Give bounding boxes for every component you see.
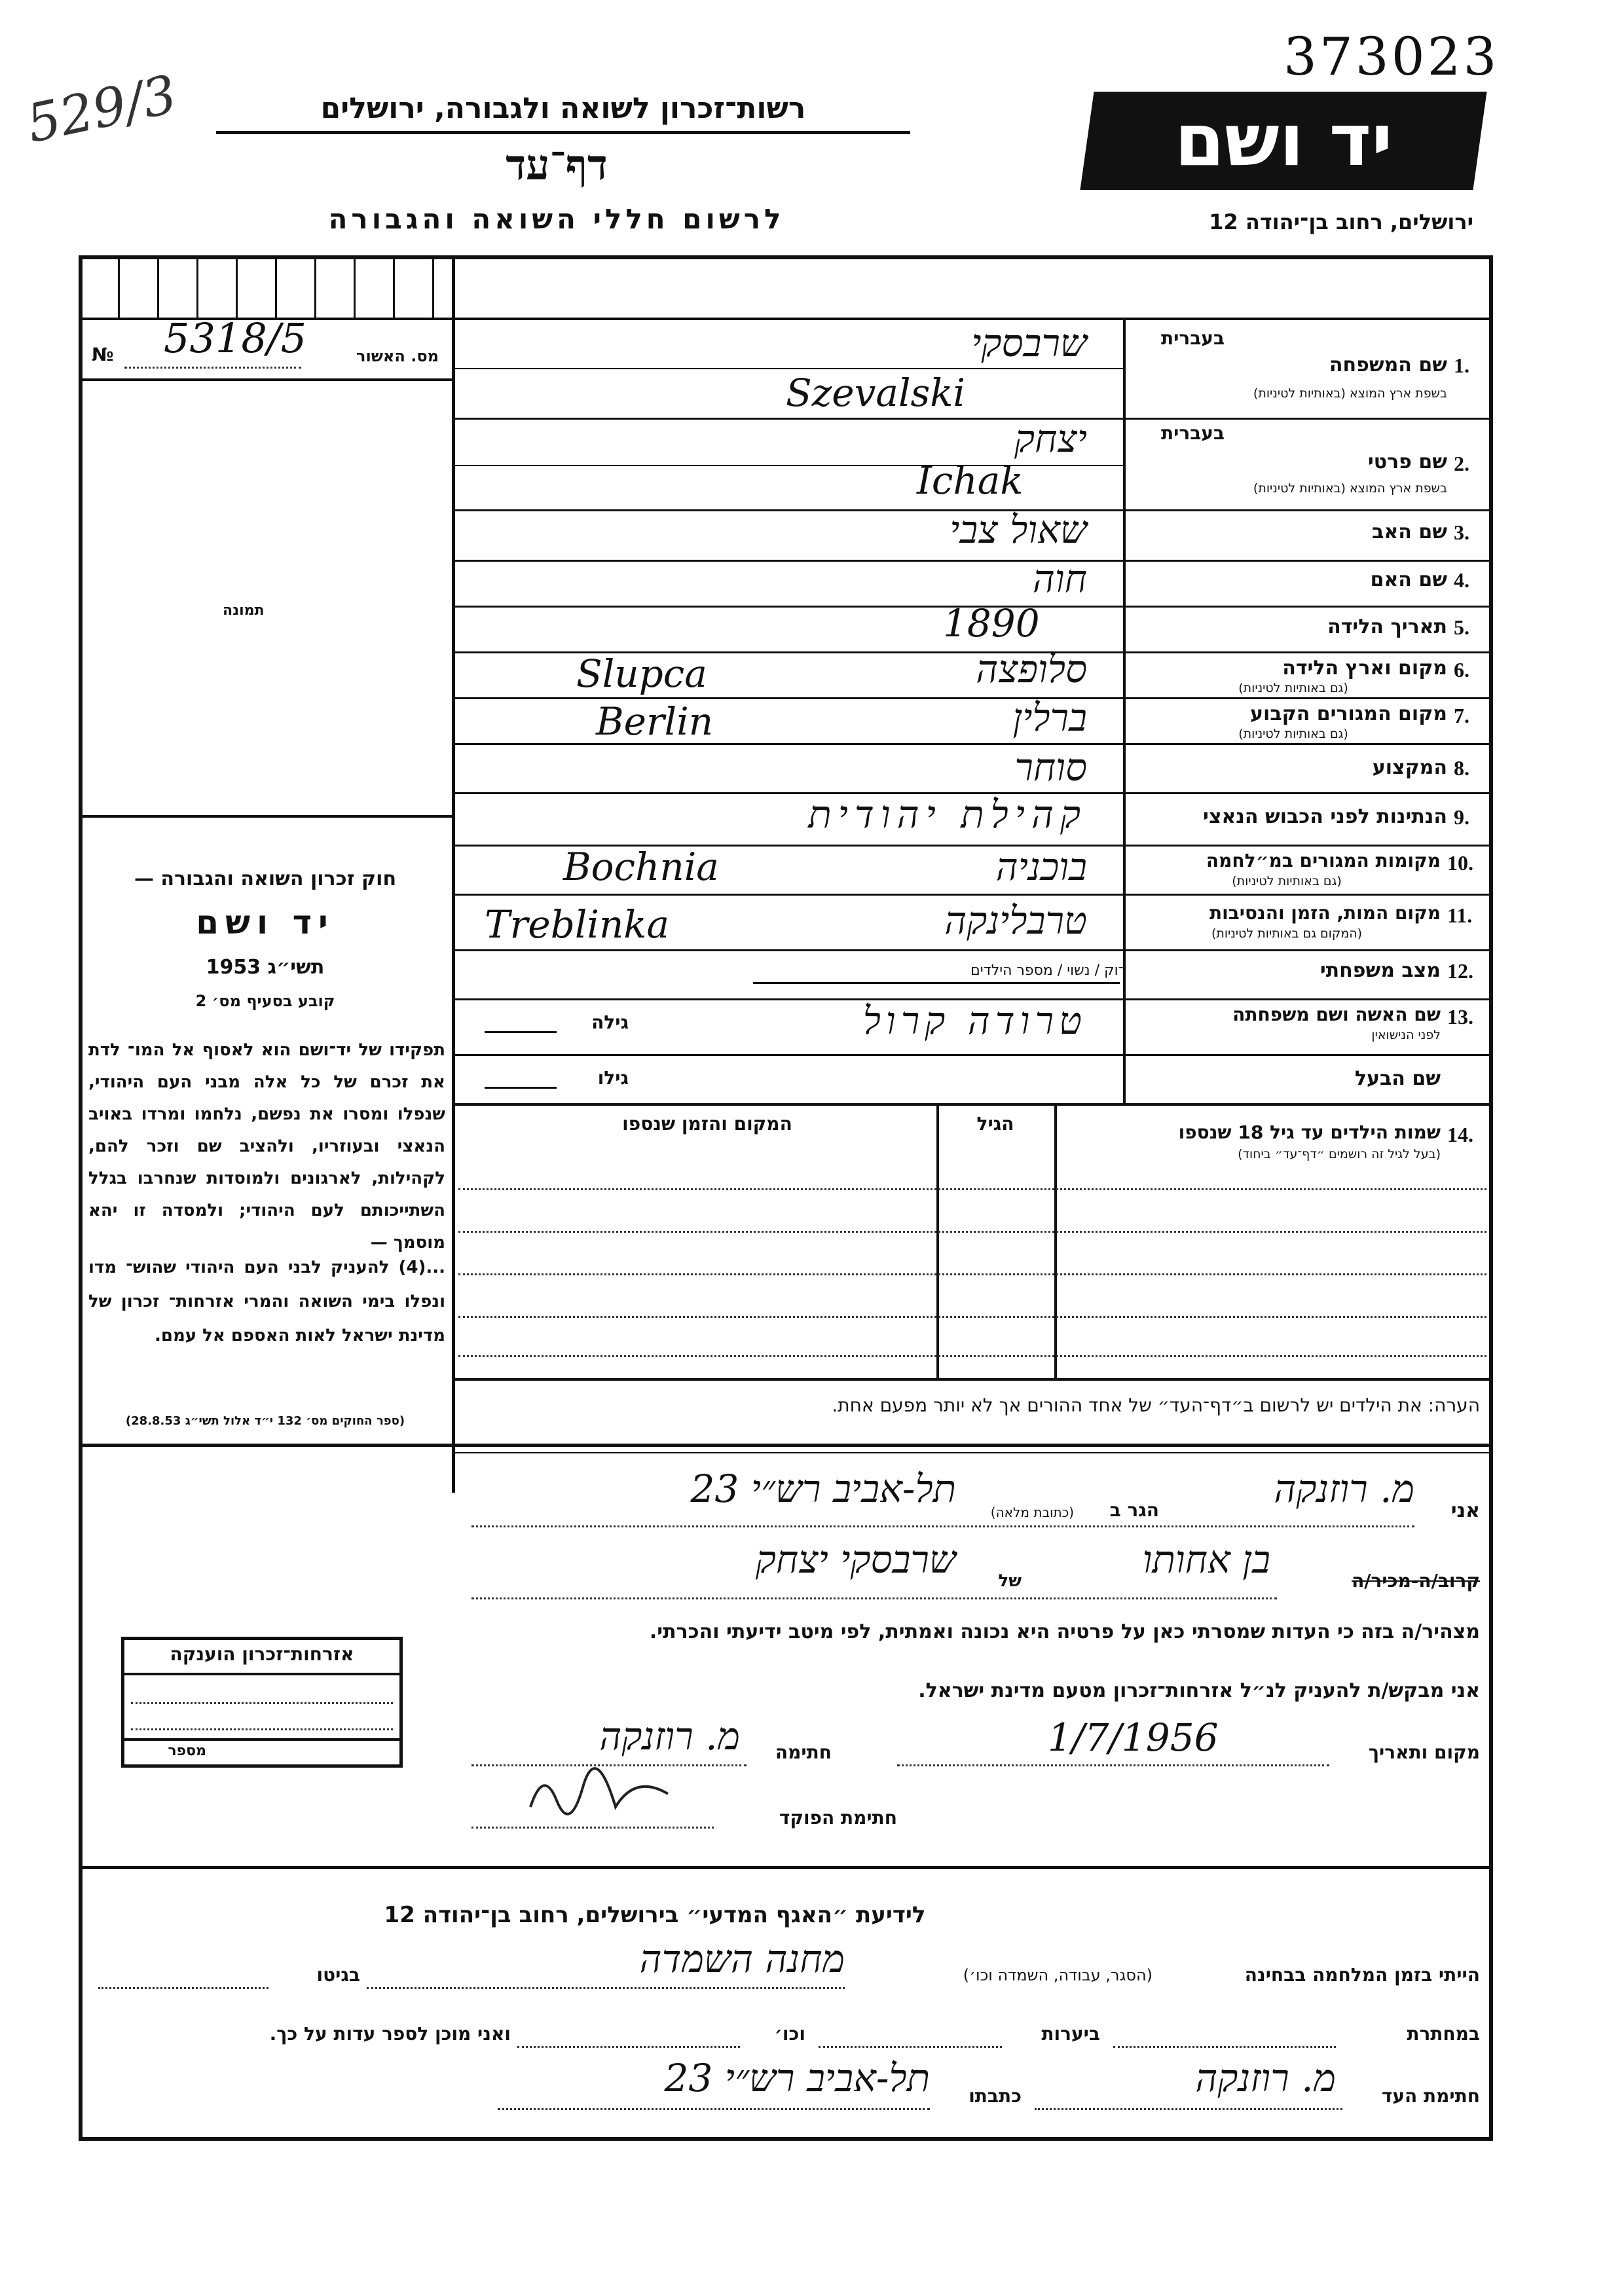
law-source: (ספר החוקים מס׳ 132 י״ד אלול תשי״ג 28.8.53): [125, 1414, 405, 1428]
declarant-address-hint: (כתובת מלאה): [990, 1504, 1074, 1520]
citizenship-title-line: [121, 1673, 403, 1675]
citizenship-title: אזרחות־זכרון הוענקה: [170, 1643, 354, 1665]
relation-value: בן אחותו: [1142, 1537, 1270, 1582]
field-13-sub: לפני הנישואין: [1371, 1028, 1441, 1042]
field-7-num: 7.: [1454, 704, 1469, 727]
field-2-hebrew-tag: בעברית: [1160, 422, 1225, 444]
field-10-value-hebrew: בוכניה: [995, 845, 1087, 889]
field-7-sub: (גם באותיות לטיניות): [1238, 727, 1348, 741]
header-address: ירושלים, רחוב בן־יהודה 12: [1209, 210, 1473, 234]
law-year: תשי״ג 1953: [206, 956, 325, 979]
field-3-num: 3.: [1454, 520, 1469, 544]
note-bottom: [79, 1444, 1493, 1447]
children-num: 14.: [1447, 1123, 1473, 1146]
field-5-value: 1890: [943, 601, 1040, 646]
law-text-2: ...(4) להעניק לבני העם היהודי שהוש־ מדו ונפלו בימי השואה והמרי אזרחות־ זכרון של מדינת ישראל לאות האספם אל עמם.: [88, 1258, 445, 1345]
was-hint: (הסגר, עבודה, השמדה וכו׳): [963, 1966, 1153, 1984]
field-6-sub: (גם באותיות לטיניות): [1238, 681, 1348, 695]
field-13-age-line: [485, 1031, 557, 1033]
official-signature-line: [471, 1827, 714, 1829]
citizenship-line-2: [131, 1728, 393, 1730]
law-clause: קובע בסעיף מס׳ 2: [195, 992, 335, 1010]
ghetto-label: בגיטו: [316, 1964, 360, 1986]
yad-vashem-logo: [1080, 92, 1486, 190]
declarant-resides-label: הגר ב: [1109, 1499, 1159, 1521]
note-bottom-2: [452, 1452, 1493, 1453]
field-9-num: 9.: [1454, 805, 1469, 829]
label-column-divider: [1123, 318, 1126, 1103]
approval-no-label: №: [92, 344, 114, 365]
field-13-age-label: גילה: [591, 1011, 629, 1033]
forest-label: ביערות: [1041, 2023, 1100, 2045]
photo-label: תמונה: [223, 602, 265, 619]
ghetto-line: [98, 1987, 268, 1989]
field-6-label: מקום וארץ הלידה: [1282, 657, 1447, 680]
photo-bottom: [79, 815, 452, 818]
field-2-sub: בשפת ארץ המוצא (באותיות לטיניות): [1253, 481, 1447, 496]
field-2-value-hebrew: יצחק: [1014, 416, 1087, 461]
field-13-num: 13.: [1447, 1005, 1473, 1029]
field-12-num: 12.: [1447, 959, 1473, 983]
field-12-sub: רוק / נשוי / מספר הילדים: [970, 962, 1126, 979]
field-12-line: [753, 982, 1120, 984]
declarant-line-2: [471, 1597, 1277, 1599]
place-date-value: 1/7/1956: [1048, 1715, 1219, 1760]
witness-address: תל-אביב רש״י 23: [664, 2056, 930, 2100]
form-title: דף־עד: [506, 141, 608, 190]
field-3-label: שם האב: [1372, 520, 1447, 543]
approval-line: [124, 367, 301, 369]
authority-name: רשות־זכרון לשואה ולגבורה, ירושלים: [320, 92, 806, 125]
archive-number: 373023: [1283, 26, 1500, 87]
field-3-value: שאול צבי: [950, 507, 1087, 552]
camp-label: במחתרת: [1407, 2023, 1480, 2045]
field-10-num: 10.: [1447, 851, 1473, 875]
relation-label: קרוב/ה-מכיר/ה: [1352, 1570, 1480, 1592]
law-org: יד ושם: [196, 903, 335, 941]
field-4-label: שם האם: [1370, 568, 1447, 591]
signature-scribble: [524, 1761, 681, 1820]
field-8-num: 8.: [1454, 756, 1469, 780]
citizenship-number-label: מספר: [168, 1743, 206, 1759]
place-date-line: [897, 1764, 1329, 1766]
logo-text: יד ושם: [1174, 98, 1393, 182]
camp-line: [1113, 2046, 1336, 2048]
field-12-label: מצב משפחתי: [1320, 959, 1441, 982]
approval-number: 5318/5: [164, 314, 307, 362]
field-8-label: המקצוע: [1372, 756, 1447, 779]
field-1-value-latin: Szevalski: [786, 371, 965, 415]
field-1-hebrew-tag: בעברית: [1160, 327, 1225, 349]
declarant-signature: מ. רוזנקה: [599, 1714, 740, 1758]
field-2-value-latin: Ichak: [917, 458, 1024, 503]
children-sub: (בעל לגיל זה רושמים ״דף־עד״ ביחוד): [1238, 1147, 1441, 1161]
field-7-label: מקום המגורים הקבוע: [1250, 702, 1447, 725]
field-2-num: 2.: [1454, 452, 1469, 475]
field-13-value: טרודה קרול: [862, 998, 1087, 1043]
etc-label: וכו׳: [774, 2023, 805, 2045]
field-9-label: הנתינות לפני הכבוש הנאצי: [1203, 805, 1447, 828]
approval-divider: [79, 378, 452, 381]
witness-sig-line: [1035, 2108, 1342, 2110]
field-1-value-hebrew: שרבסקי: [971, 321, 1087, 365]
bottom-divider: [79, 1866, 1493, 1869]
field-8-value: סוחר: [1014, 745, 1087, 790]
relation-name: שרבסקי יצחק: [755, 1537, 956, 1582]
field-11-value-hebrew: טרבלינקה: [944, 898, 1087, 943]
field-10-value-latin: Bochnia: [563, 845, 719, 889]
witness-signature: מ. רוזנקה: [1195, 2056, 1336, 2100]
was-value: מחנה השמדה: [639, 1937, 845, 1981]
field-1-num: 1.: [1454, 354, 1469, 377]
children-note: הערה: את הילדים יש לרשום ב״דף־העד״ של אחד ההורים אך לא יותר מפעם אחת.: [832, 1394, 1480, 1416]
field-5-num: 5.: [1454, 615, 1469, 639]
declaration-text: מצהיר/ה בזה כי העדות שמסרתי כאן על פרטיה היא נכונה ואמתית, לפי מיטב ידיעתי והכרתי.: [649, 1620, 1480, 1643]
law-text-1: תפקידו של יד־ושם הוא לאסוף אל המו־ לדת את זכרם של כל אלה מבני העם היהודי, שנפלו ומסרו את נפשם, נלחמו ומרדו באויב הנאצי ובעוזריו, ולהציב שם וזכר להם, לקהילות, לארגונים ולמוסדות שנחרבו בגלל השתייכותם לעם היהודי; ולמסדה זו יהא מוסמך —: [88, 1040, 445, 1252]
field-1-label: שם המשפחה: [1329, 354, 1447, 376]
place-date-label: מקום ותאריך: [1368, 1741, 1480, 1763]
witness-addr-label: כתבתו: [969, 2085, 1022, 2107]
relation-of-label: של: [998, 1571, 1022, 1591]
field-2-label: שם פרטי: [1367, 450, 1447, 473]
official-signature-label: חתימת הפוקד: [779, 1807, 897, 1829]
witness-sig-label: חתימת העד: [1381, 2085, 1480, 2107]
citizenship-line-1: [131, 1702, 393, 1704]
field-7-value-latin: Berlin: [596, 699, 714, 744]
approval-label: מס. האשור: [356, 347, 439, 365]
field-9-value: קהילת יהודית: [808, 792, 1087, 837]
children-label: שמות הילדים עד גיל 18 שנספו: [1178, 1121, 1441, 1143]
declarant-i-label: אני: [1450, 1499, 1480, 1522]
field-10-sub: (גם באותיות לטיניות): [1232, 874, 1342, 888]
left-column-divider: [452, 255, 455, 1493]
declarant-name: מ. רוזנקה: [1274, 1467, 1414, 1511]
field-husband-label: שם הבעל: [1354, 1067, 1441, 1090]
field-6-value-latin: Slupca: [576, 651, 707, 696]
signature-label: חתימה: [775, 1741, 832, 1763]
form-subtitle: לרשום חללי השואה והגבורה: [328, 203, 785, 235]
field-husband-age-line: [485, 1087, 557, 1089]
forest-line: [819, 2046, 1002, 2048]
witness-addr-line: [498, 2108, 930, 2110]
children-col-place: המקום והזמן שנספו: [622, 1113, 792, 1135]
children-col-age: הגיל: [976, 1113, 1014, 1135]
declarant-address: תל-אביב רש״י 23: [690, 1467, 956, 1511]
field-6-num: 6.: [1454, 658, 1469, 682]
etc-line: [517, 2046, 740, 2048]
law-title: חוק זכרון השואה והגבורה —: [134, 867, 397, 890]
field-11-label: מקום המות, הזמן והנסיבות: [1209, 902, 1441, 924]
field-1-sub: בשפת ארץ המוצא (באותיות לטיניות): [1253, 386, 1447, 401]
request-text: אני מבקש/ת להעניק לנ״ל אזרחות־זכרון מטעם מדינת ישראל.: [918, 1679, 1480, 1702]
field-6-value-hebrew: סלופצה: [976, 647, 1087, 691]
citizenship-bottom-line: [121, 1738, 403, 1741]
field-5-label: תאריך הלידה: [1327, 615, 1447, 638]
bottom-title: לידיעת ״האגף המדעי״ בירושלים, רחוב בן־יהודה 12: [384, 1902, 926, 1928]
field-11-num: 11.: [1447, 903, 1473, 927]
ready-label: ואני מוכן לספר עדות על כך.: [269, 2023, 511, 2045]
field-13-label: שם האשה ושם משפחתה: [1232, 1004, 1441, 1025]
field-4-value: חוה: [1032, 556, 1087, 601]
declarant-line-1: [471, 1525, 1414, 1527]
margin-note: 529/3: [21, 64, 182, 155]
field-11-value-latin: Treblinka: [485, 902, 670, 947]
field-husband-age-label: גילו: [597, 1067, 629, 1089]
field-11-sub: (המקום גם באותיות לטיניות): [1211, 926, 1363, 941]
field-10-label: מקומות המגורים במ״לחמה: [1206, 850, 1441, 871]
field-4-num: 4.: [1454, 568, 1469, 592]
authority-underline: [216, 131, 910, 134]
was-label: הייתי בזמן המלחמה בבחינה: [1244, 1964, 1480, 1986]
was-line: [367, 1987, 845, 1989]
field-7-value-hebrew: ברלין: [1012, 695, 1087, 740]
